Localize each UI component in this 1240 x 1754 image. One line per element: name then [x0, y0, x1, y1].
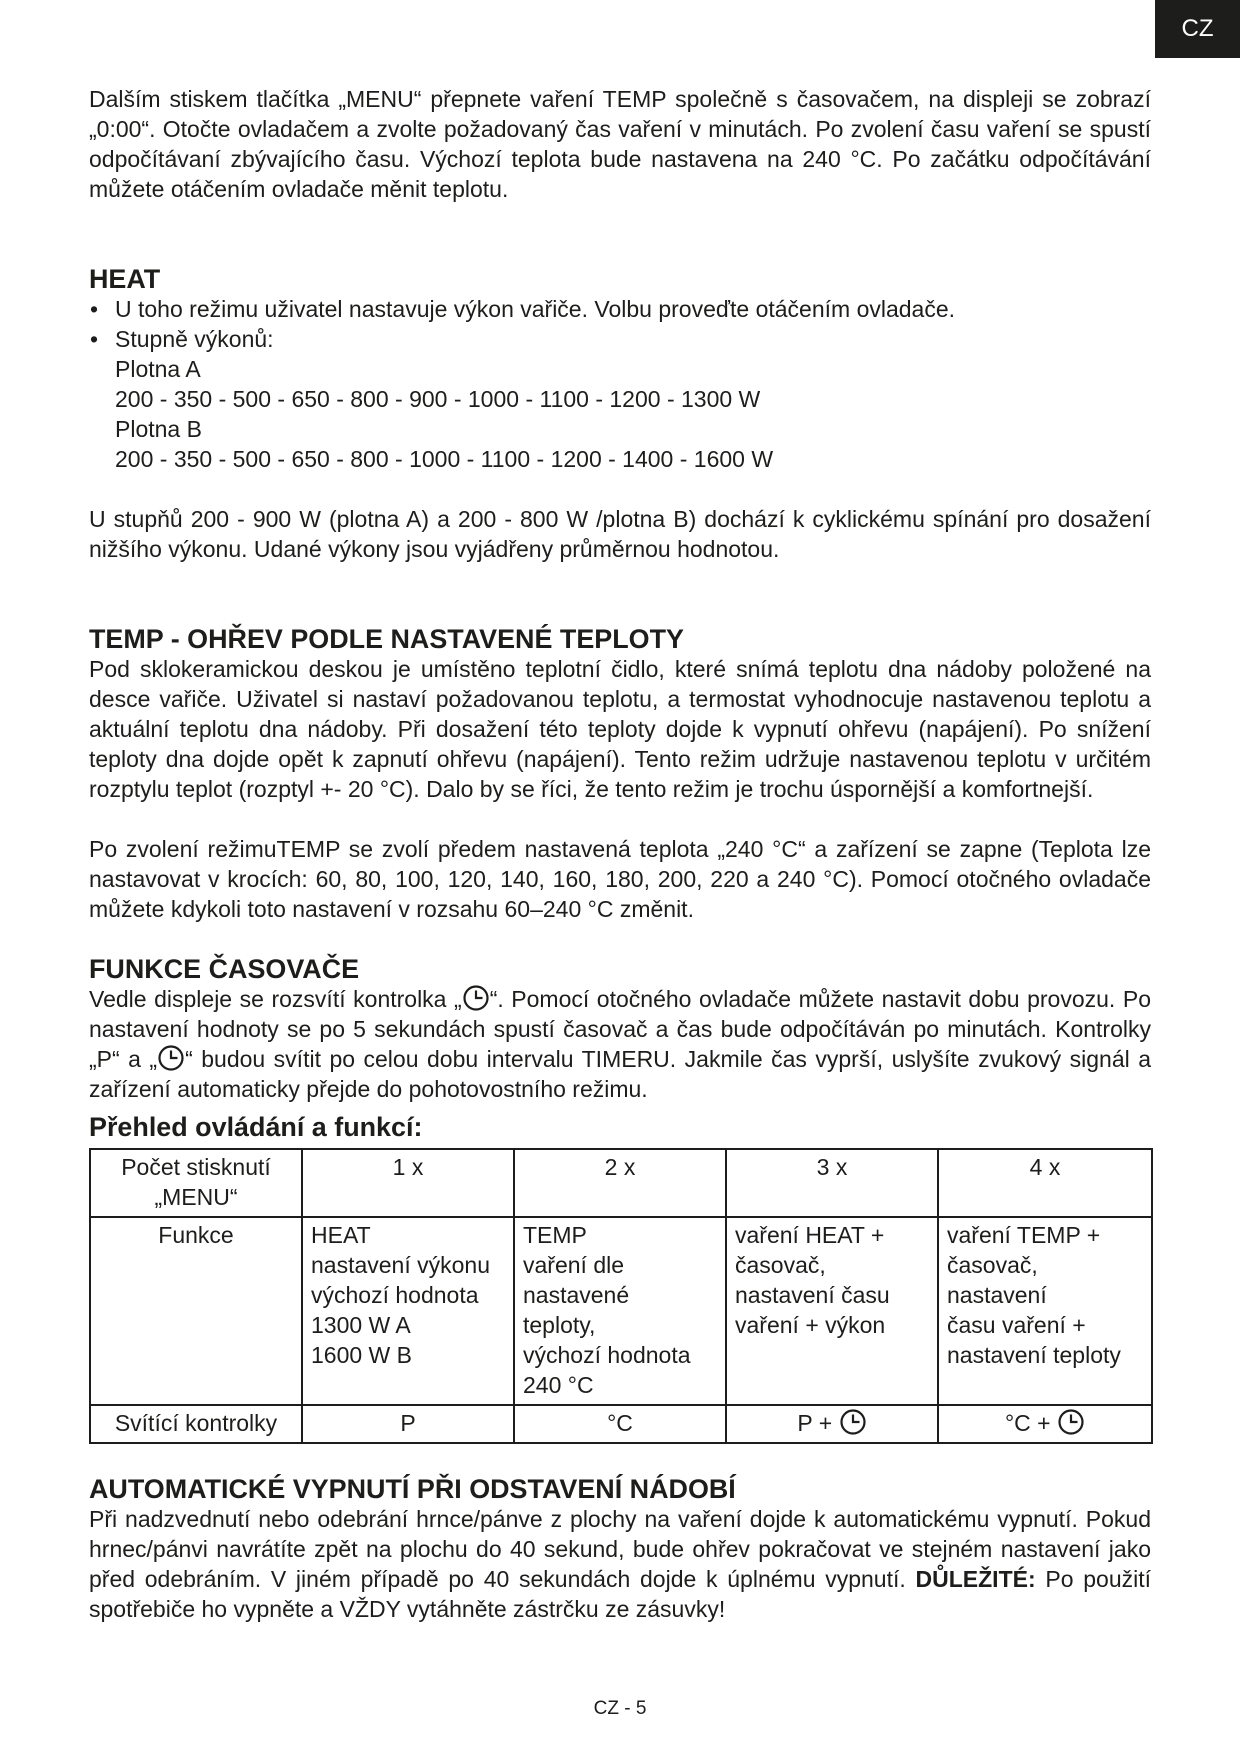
- timer-clock-icon: [839, 1408, 867, 1436]
- timer-clock-icon: [462, 984, 490, 1012]
- cell-indicator-2: °C: [514, 1405, 726, 1443]
- heat-bullet-2: • Stupně výkonů:: [89, 324, 1151, 354]
- timer-text-3: “ budou svítit po celou dobu intervalu TIMERU. Jakmile čas vyprší, uslyšíte zvukový signál a zařízení automaticky přejde do pohotovostního režimu.: [89, 1046, 1152, 1102]
- heat-bullets: [89, 294, 1151, 354]
- plate-b-label: Plotna B: [115, 416, 202, 442]
- cell-line: časovač,: [947, 1252, 1038, 1278]
- cell-line: vaření TEMP +: [947, 1222, 1101, 1248]
- cell-line: TEMP: [523, 1222, 587, 1248]
- cell-line: vaření + výkon: [735, 1312, 886, 1338]
- timer-clock-icon: [157, 1044, 185, 1072]
- cell-function-1: [302, 1217, 514, 1405]
- cell-line: 1300 W A: [311, 1312, 411, 1338]
- cell-function-2: [514, 1217, 726, 1405]
- timer-clock-icon: [1057, 1408, 1085, 1436]
- auto-off-text: Při nadzvednutí nebo odebrání hrnce/pánve z plochy na vaření dojde k automatickému vypnutí. Pokud hrnec/pánvi navrátíte zpět na plochu do 40 sekund, bude ohřev pokračovat ve stejném nastavení jako před odebráním. V jiném případě po 40 sekundách dojde k úplnému vypnutí.: [89, 1506, 1151, 1592]
- cell-indicator-4: [938, 1405, 1152, 1443]
- row-label-presses: Počet stisknutí „MENU“: [90, 1149, 302, 1217]
- cell-function-4: [938, 1217, 1152, 1405]
- timer-paragraph: [89, 984, 1151, 1104]
- cell-function-3: [726, 1217, 938, 1405]
- indicator-3-text: P +: [797, 1410, 833, 1436]
- cell-line: nastavené: [523, 1282, 630, 1308]
- important-text: Po použití spotřebiče ho vypněte a VŽDY vytáhněte zástrčku ze zásuvky!: [89, 1566, 1151, 1622]
- cell-indicator-1: P: [302, 1405, 514, 1443]
- cell-presses-3: 3 x: [726, 1149, 938, 1217]
- cell-line: časovač,: [735, 1252, 826, 1278]
- intro-paragraph: Dalším stiskem tlačítka „MENU“ přepnete vaření TEMP společně s časovačem, na displeji se zobrazí „0:00“. Otočte ovladačem a zvolte požadovaný čas vaření v minutách. Po zvolení času vaření se spustí odpočítávaní zbývajícího času. Výchozí teplota bude nastavena na 240 °C. Po začátku odpočítávání můžete otáčením ovladače měnit teplotu.: [89, 86, 1151, 202]
- table-row: [90, 1217, 1152, 1405]
- cell-presses-4: 4 x: [938, 1149, 1152, 1217]
- cell-presses-2: 2 x: [514, 1149, 726, 1217]
- row-label-indicators: Svítící kontrolky: [90, 1405, 302, 1443]
- cell-line: teploty,: [523, 1312, 596, 1338]
- overview-heading: Přehled ovládání a funkcí:: [89, 1112, 423, 1142]
- cell-line: nastavení teploty: [947, 1342, 1121, 1368]
- cell-line: 1600 W B: [311, 1342, 412, 1368]
- heat-heading: HEAT: [89, 264, 161, 294]
- plate-a-label: Plotna A: [115, 356, 201, 382]
- auto-off-paragraph: [89, 1504, 1151, 1624]
- heat-bullet-1: • U toho režimu uživatel nastavuje výkon vařiče. Volbu proveďte otáčením ovladače.: [89, 294, 1151, 324]
- temp-paragraph-1: Pod sklokeramickou deskou je umístěno teplotní čidlo, které snímá teplotu dna nádoby položené na desce vařiče. Uživatel si nastaví požadovanou teplotu, a termostat vyhodnocuje nastavenou teplotu a aktuální teplotu dna nádoby. Při dosažení této teploty dojde k vypnutí ohřevu (napájení). Po snížení teploty dna dojde opět k zapnutí ohřevu (napájení). Tento režim udržuje nastavenou teplotu v určitém rozptylu teplot (rozptyl +- 20 °C). Dalo by se říci, že tento režim je trochu úspornější a komfortnejší.: [89, 656, 1151, 802]
- table-row: [90, 1149, 1152, 1217]
- page-number: CZ - 5: [593, 1698, 647, 1719]
- temp-heading: TEMP - OHŘEV PODLE NASTAVENÉ TEPLOTY: [89, 624, 684, 654]
- language-tab: CZ: [1155, 0, 1240, 58]
- auto-off-heading: AUTOMATICKÉ VYPNUTÍ PŘI ODSTAVENÍ NÁDOBÍ: [89, 1474, 736, 1504]
- heat-note: U stupňů 200 - 900 W (plotna A) a 200 - 800 W /plotna B) dochází k cyklickému spínání pro dosažení nižšího výkonu. Udané výkony jsou vyjádřeny průměrnou hodnotou.: [89, 506, 1151, 562]
- plate-a-values: 200 - 350 - 500 - 650 - 800 - 900 - 1000 - 1100 - 1200 - 1300 W: [115, 386, 761, 412]
- overview-table: [89, 1148, 1153, 1444]
- timer-heading: FUNKCE ČASOVAČE: [89, 954, 360, 984]
- cell-line: vaření dle: [523, 1252, 625, 1278]
- cell-line: nastavení výkonu: [311, 1252, 491, 1278]
- cell-line: výchozí hodnota: [523, 1342, 691, 1368]
- timer-text-2: “. Pomocí otočného ovladače můžete nastavit dobu provozu. Po nastavení hodnoty se po 5 sekundách spustí časovač a čas bude odpočítáván po minutách. Kontrolky „P“ a „: [89, 986, 1151, 1072]
- important-label: DŮLEŽITÉ:: [915, 1566, 1036, 1592]
- cell-line: vaření HEAT +: [735, 1222, 885, 1248]
- plate-b-values: 200 - 350 - 500 - 650 - 800 - 1000 - 1100 - 1200 - 1400 - 1600 W: [115, 446, 774, 472]
- row-label-function: Funkce: [90, 1217, 302, 1405]
- cell-line: výchozí hodnota: [311, 1282, 479, 1308]
- indicator-4-text: °C +: [1004, 1410, 1051, 1436]
- cell-line: 240 °C: [523, 1372, 594, 1398]
- cell-indicator-3: [726, 1405, 938, 1443]
- cell-presses-1: 1 x: [302, 1149, 514, 1217]
- cell-line: HEAT: [311, 1222, 371, 1248]
- temp-paragraph-2: Po zvolení režimuTEMP se zvolí předem nastavená teplota „240 °C“ a zařízení se zapne (Teplota lze nastavovat v krocích: 60, 80, 100, 120, 140, 160, 180, 200, 220 a 240 °C). Pomocí otočného ovladače můžete kdykoli toto nastavení v rozsahu 60–240 °C změnit.: [89, 836, 1151, 922]
- cell-line: nastavení: [947, 1282, 1047, 1308]
- timer-text-1: Vedle displeje se rozsvítí kontrolka „: [89, 986, 462, 1012]
- table-row: [90, 1405, 1152, 1443]
- cell-line: času vaření +: [947, 1312, 1086, 1338]
- page-content: [89, 84, 1151, 1624]
- cell-line: nastavení času: [735, 1282, 890, 1308]
